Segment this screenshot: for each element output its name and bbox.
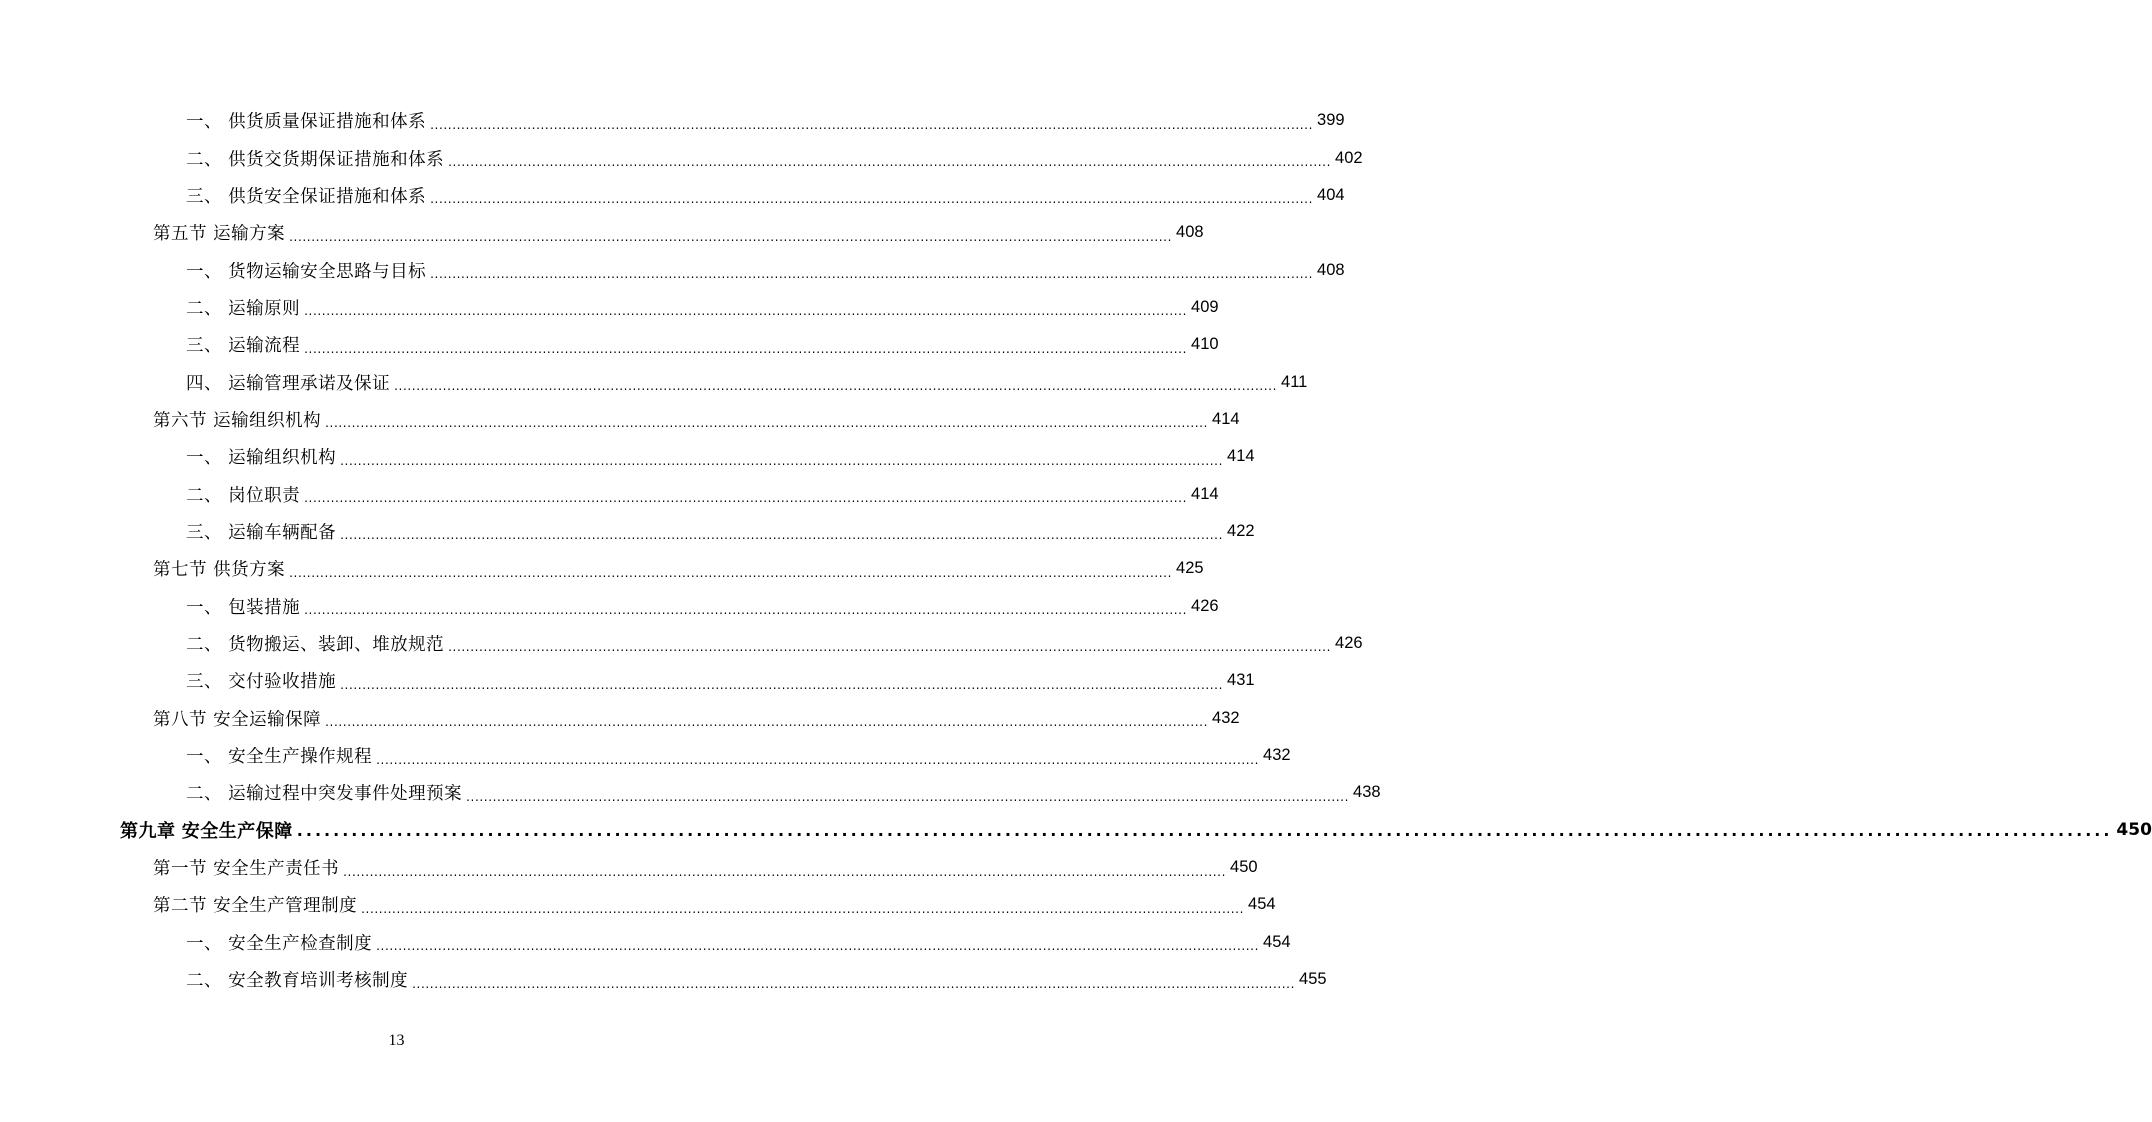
toc-entry-page: 426 <box>1335 633 1363 652</box>
toc-entry-page: 408 <box>1176 223 1204 242</box>
toc-subsection-entry[interactable] <box>0 737 1291 774</box>
toc-entry-label <box>186 668 336 693</box>
toc-entry-label <box>186 594 300 619</box>
toc-entry-label <box>186 108 426 133</box>
toc-entry-label <box>153 220 285 245</box>
toc-subsection-entry[interactable] <box>0 102 1345 139</box>
toc-entry-page: 455 <box>1299 970 1327 989</box>
toc-entry-page: 422 <box>1227 521 1255 540</box>
toc-entry-label <box>186 519 336 544</box>
toc-entry-title: 安全生产管理制度 <box>213 896 358 917</box>
toc-entry-page: 432 <box>1212 708 1240 727</box>
toc-subsection-entry[interactable] <box>0 924 1291 961</box>
toc-entry-page: 432 <box>1263 746 1291 765</box>
toc-subsection-entry[interactable] <box>0 326 1219 363</box>
toc-entry-number: 四、 <box>186 373 222 394</box>
toc-entry-title: 供货方案 <box>213 560 286 581</box>
toc-section-entry[interactable] <box>0 401 1240 438</box>
toc-entry-page: 454 <box>1263 932 1291 951</box>
toc-leader-dots: ........................................................................................................................................................................................................ <box>412 976 1296 991</box>
toc-chapter-entry[interactable] <box>0 812 2152 849</box>
toc-entry-page: 404 <box>1317 185 1345 204</box>
toc-entry-title: 供货质量保证措施和体系 <box>228 112 427 133</box>
toc-leader-dots: ........................................................................................................................................................................................................ <box>304 491 1188 506</box>
toc-subsection-entry[interactable] <box>0 774 1381 811</box>
toc-entry-label <box>186 743 372 768</box>
toc-entry-title: 安全生产保障 <box>181 821 293 843</box>
toc-entry-label <box>153 556 285 581</box>
toc-entry-label <box>120 817 293 843</box>
toc-subsection-entry[interactable] <box>0 438 1255 475</box>
toc-entry-number: 二、 <box>186 784 222 805</box>
toc-subsection-entry[interactable] <box>0 513 1255 550</box>
toc-entry-label <box>186 780 462 805</box>
toc-leader-dots: ........................................................................................................................................................................................................ <box>304 304 1188 319</box>
toc-entry-number: 三、 <box>186 672 222 693</box>
toc-entry-page: 414 <box>1191 484 1219 503</box>
toc-leader-dots: ........................................................................................................................................................................................................ <box>430 192 1314 207</box>
toc-leader-dots: ........................................................................................................................................................................................................ <box>361 901 1245 916</box>
toc-entry-title: 安全生产责任书 <box>213 859 340 880</box>
toc-entry-label <box>186 258 426 283</box>
toc-entry-page: 410 <box>1191 335 1219 354</box>
toc-leader-dots: ........................................................................................................................................................................................................ <box>343 864 1227 879</box>
toc-leader-dots: ........................................................................................................................................................................................................ <box>466 789 1350 804</box>
toc-entry-number: 二、 <box>186 971 222 992</box>
toc-entry-title: 安全生产操作规程 <box>228 747 373 768</box>
toc-entry-page: 425 <box>1176 559 1204 578</box>
toc-entry-label <box>186 370 390 395</box>
toc-entry-number: 三、 <box>186 186 222 207</box>
toc-entry-page: 399 <box>1317 111 1345 130</box>
toc-entry-number: 第六节 <box>153 410 207 431</box>
toc-entry-label <box>153 855 339 880</box>
toc-entry-page: 454 <box>1248 895 1276 914</box>
toc-entry-title: 运输组织机构 <box>228 448 337 469</box>
toc-leader-dots: ........................................................................................................................................................................................................ <box>304 603 1188 618</box>
toc-entry-label <box>186 146 444 171</box>
toc-entry-page: 414 <box>1227 447 1255 466</box>
toc-entry-number: 三、 <box>186 522 222 543</box>
toc-section-entry[interactable] <box>0 700 1240 737</box>
toc-section-entry[interactable] <box>0 849 1258 886</box>
toc-entry-number: 第五节 <box>153 224 207 245</box>
toc-entry-title: 供货安全保证措施和体系 <box>228 186 427 207</box>
toc-subsection-entry[interactable] <box>0 587 1219 624</box>
toc-subsection-entry[interactable] <box>0 251 1345 288</box>
toc-entry-title: 包装措施 <box>228 597 301 618</box>
toc-subsection-entry[interactable] <box>0 177 1345 214</box>
toc-entry-label <box>153 892 357 917</box>
toc-entry-label <box>153 706 321 731</box>
toc-entry-page: 409 <box>1191 297 1219 316</box>
toc-entry-title: 运输车辆配备 <box>228 522 337 543</box>
toc-entry-number: 一、 <box>186 597 222 618</box>
toc-entry-label <box>186 183 426 208</box>
toc-entry-label <box>186 967 408 992</box>
toc-entry-title: 岗位职责 <box>228 485 301 506</box>
toc-entry-title: 货物运输安全思路与目标 <box>228 261 427 282</box>
toc-entry-number: 一、 <box>186 747 222 768</box>
toc-leader-dots: ........................................................................................................................................................................................................ <box>448 155 1332 170</box>
toc-entry-number: 第九章 <box>120 821 176 843</box>
toc-entry-number: 二、 <box>186 298 222 319</box>
toc-entry-title: 运输方案 <box>213 224 286 245</box>
toc-leader-dots: ........................................................................................................................................................................................................ <box>289 565 1173 580</box>
toc-entry-number: 一、 <box>186 448 222 469</box>
toc-leader-dots: ........................................................................................................................................................................................................ <box>296 820 2113 840</box>
toc-leader-dots: ........................................................................................................................................................................................................ <box>289 229 1173 244</box>
toc-entry-title: 运输过程中突发事件处理预案 <box>228 784 463 805</box>
toc-subsection-entry[interactable] <box>0 139 1363 176</box>
toc-entry-number: 一、 <box>186 112 222 133</box>
toc-entry-label <box>186 444 336 469</box>
toc-leader-dots: ........................................................................................................................................................................................................ <box>430 267 1314 282</box>
toc-subsection-entry[interactable] <box>0 662 1255 699</box>
toc-entry-label <box>186 631 444 656</box>
toc-entry-page: 431 <box>1227 671 1255 690</box>
toc-entry-number: 第七节 <box>153 560 207 581</box>
toc-subsection-entry[interactable] <box>0 475 1219 512</box>
toc-entry-label <box>186 930 372 955</box>
toc-entry-page: 411 <box>1281 372 1308 391</box>
toc-section-entry[interactable] <box>0 214 1204 251</box>
toc-leader-dots: ........................................................................................................................................................................................................ <box>304 341 1188 356</box>
toc-entry-label <box>186 482 300 507</box>
toc-entry-title: 安全教育培训考核制度 <box>228 971 409 992</box>
toc-entry-title: 运输流程 <box>228 336 301 357</box>
toc-entry-title: 安全运输保障 <box>213 709 322 730</box>
toc-entry-title: 货物搬运、装卸、堆放规范 <box>228 634 445 655</box>
toc-leader-dots: ........................................................................................................................................................................................................ <box>340 453 1224 468</box>
toc-section-entry[interactable] <box>0 886 1276 923</box>
toc-leader-dots: ........................................................................................................................................................................................................ <box>430 117 1314 132</box>
toc-entry-number: 二、 <box>186 149 222 170</box>
toc-subsection-entry[interactable] <box>0 363 1308 400</box>
toc-entry-number: 一、 <box>186 261 222 282</box>
toc-entry-label <box>186 332 300 357</box>
toc-section-entry[interactable] <box>0 550 1204 587</box>
toc-leader-dots: ........................................................................................................................................................................................................ <box>376 939 1260 954</box>
toc-subsection-entry[interactable] <box>0 625 1363 662</box>
toc-entry-title: 运输管理承诺及保证 <box>228 373 391 394</box>
toc-entry-title: 供货交货期保证措施和体系 <box>228 149 445 170</box>
toc-leader-dots: ........................................................................................................................................................................................................ <box>340 677 1224 692</box>
toc-leader-dots: ........................................................................................................................................................................................................ <box>340 528 1224 543</box>
toc-entry-page: 450 <box>2116 820 2152 841</box>
toc-entry-number: 第一节 <box>153 859 207 880</box>
toc-entry-title: 安全生产检查制度 <box>228 933 373 954</box>
toc-entry-number: 一、 <box>186 933 222 954</box>
toc-entry-page: 402 <box>1335 148 1363 167</box>
toc-entry-page: 450 <box>1230 858 1258 877</box>
toc-entry-page: 408 <box>1317 260 1345 279</box>
toc-entry-label <box>153 407 321 432</box>
toc-entry-page: 414 <box>1212 409 1240 428</box>
toc-entry-number: 二、 <box>186 485 222 506</box>
toc-entry-title: 运输原则 <box>228 298 301 319</box>
toc-entry-page: 426 <box>1191 596 1219 615</box>
toc-subsection-entry[interactable] <box>0 961 1327 998</box>
toc-leader-dots: ........................................................................................................................................................................................................ <box>325 416 1209 431</box>
toc-leader-dots: ........................................................................................................................................................................................................ <box>325 715 1209 730</box>
toc-entry-title: 运输组织机构 <box>213 410 322 431</box>
toc-entry-number: 三、 <box>186 336 222 357</box>
toc-leader-dots: ........................................................................................................................................................................................................ <box>448 640 1332 655</box>
toc-entry-number: 二、 <box>186 634 222 655</box>
page-number: 13 <box>388 1032 405 1049</box>
toc-entry-number: 第八节 <box>153 709 207 730</box>
table-of-contents <box>0 102 2152 998</box>
toc-entry-number: 第二节 <box>153 896 207 917</box>
toc-entry-title: 交付验收措施 <box>228 672 337 693</box>
toc-subsection-entry[interactable] <box>0 289 1219 326</box>
toc-leader-dots: ........................................................................................................................................................................................................ <box>394 379 1278 394</box>
toc-entry-label <box>186 295 300 320</box>
toc-entry-page: 438 <box>1353 783 1381 802</box>
toc-leader-dots: ........................................................................................................................................................................................................ <box>376 752 1260 767</box>
